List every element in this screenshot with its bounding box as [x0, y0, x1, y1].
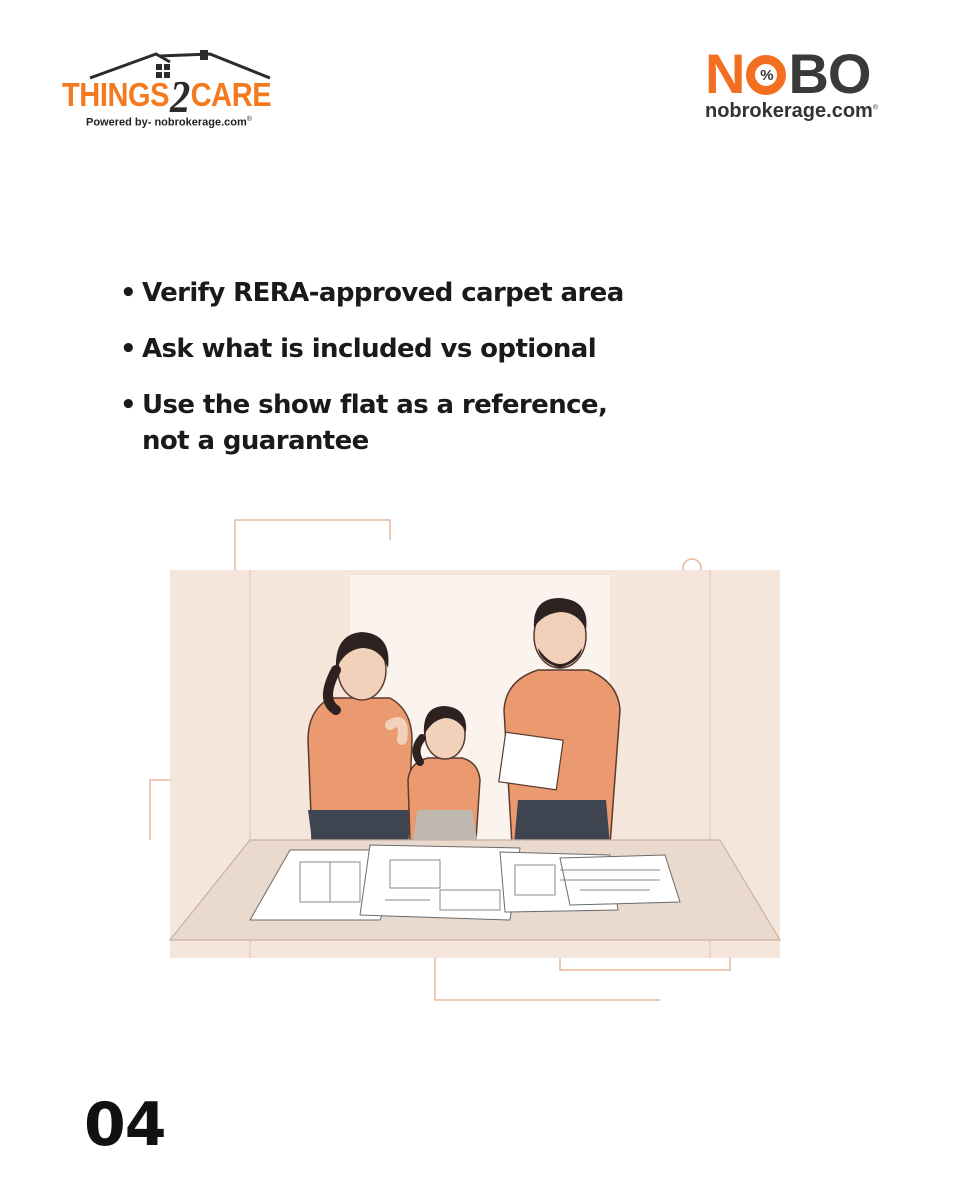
registered-mark: ®: [872, 104, 878, 112]
nobo-letter-n: N: [705, 42, 745, 105]
family-reviewing-floor-plans-illustration: [140, 510, 820, 1010]
tip-item: [120, 387, 840, 459]
tips-list: [120, 275, 840, 479]
tip-item: [120, 331, 840, 367]
tip-text-line2: not a guarantee: [142, 426, 369, 456]
registered-mark: ®: [246, 116, 252, 123]
nobo-domain-text: nobrokerage.com: [705, 100, 873, 122]
bullet-dot: •: [120, 390, 137, 420]
tip-text: Verify RERA-approved carpet area: [142, 278, 624, 308]
floor-plan-sheets: [250, 845, 680, 920]
percent-symbol: %: [760, 67, 773, 84]
tip-item: [120, 275, 840, 311]
things2care-logo: [60, 48, 280, 128]
percent-ring-icon: [746, 55, 786, 95]
powered-by-text: [86, 116, 252, 129]
nobo-wordmark: [705, 42, 870, 106]
nobo-domain: [705, 100, 878, 123]
powered-by-label: Powered by- nobrokerage.com: [86, 116, 247, 129]
things2care-wordmark: [62, 71, 272, 122]
bullet-dot: •: [120, 334, 137, 364]
bullet-dot: •: [120, 278, 137, 308]
tip-text: Ask what is included vs optional: [142, 334, 597, 364]
tip-text: Use the show flat as a reference,: [142, 390, 608, 420]
logo-word-2: 2: [169, 71, 190, 122]
logo-word-things: THINGS: [62, 76, 170, 113]
held-paper: [499, 732, 563, 790]
page-number: 04: [84, 1090, 166, 1160]
nobo-logo: [705, 42, 905, 128]
nobo-letters-bo: BO: [788, 42, 871, 105]
logo-word-care: CARE: [190, 76, 272, 113]
